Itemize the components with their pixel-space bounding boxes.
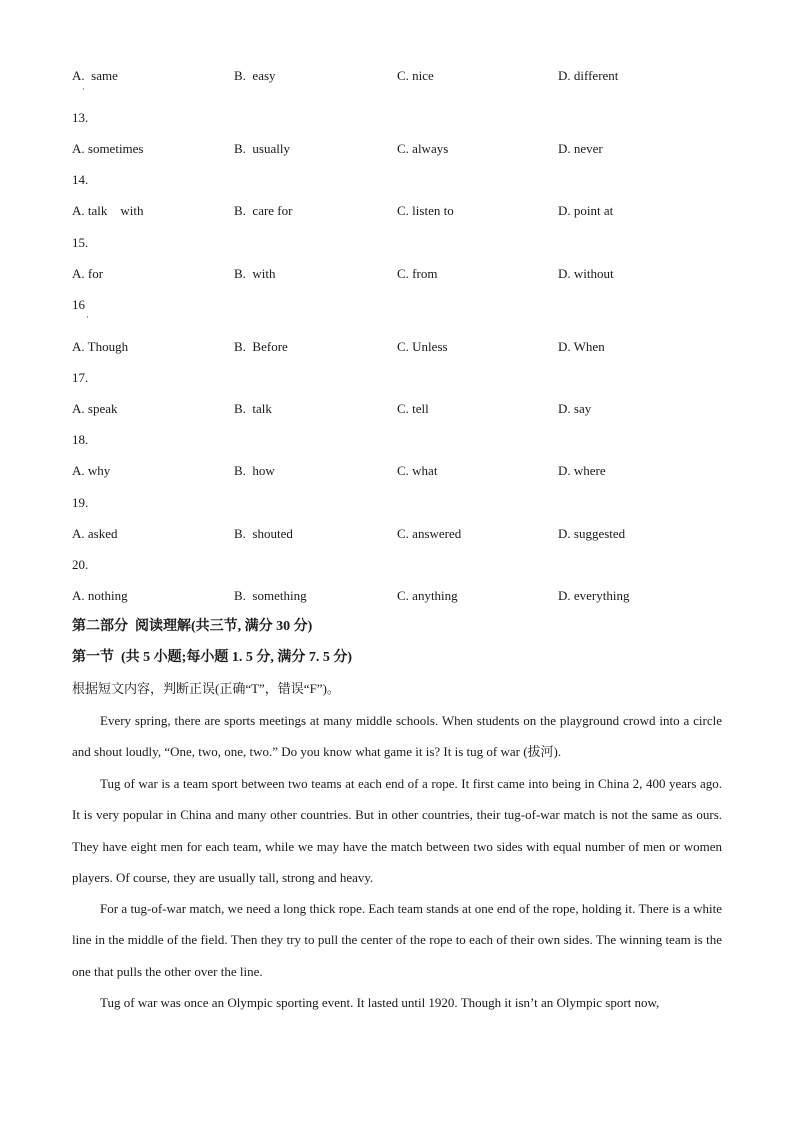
question-number-15: 15. xyxy=(72,235,89,250)
question-19-options xyxy=(72,524,722,544)
question-16-options xyxy=(72,337,722,357)
question-number-18: 18. xyxy=(72,432,89,447)
option-a: A. for xyxy=(72,266,104,281)
option-a: A. same xyxy=(72,68,118,83)
option-b: B. shouted xyxy=(234,526,293,541)
option-a: A. Though xyxy=(72,339,129,354)
option-d: D. different xyxy=(558,68,619,83)
stray-dot-mark: · xyxy=(82,84,85,94)
question-13-options xyxy=(72,139,722,159)
question-12-options xyxy=(72,66,722,86)
option-d: D. never xyxy=(558,141,603,156)
question-20-options xyxy=(72,586,722,606)
option-c: C. Unless xyxy=(397,339,448,354)
option-c: C. tell xyxy=(397,401,429,416)
option-a: A. talk with xyxy=(72,203,144,218)
option-b: B. care for xyxy=(234,203,293,218)
option-c: C. listen to xyxy=(397,203,454,218)
stray-dot-mark: · xyxy=(86,312,89,322)
option-c: C. from xyxy=(397,266,438,281)
passage-paragraph-2: Tug of war is a team sport between two teams at each end of a rope. It first came into being in China 2, 400 years ago. It is very popular in China and many other countries. But in other countries, their tug-of-war match is not the same as ours. They have eight men for each team, while we may have the match between two sides with equal number of men or women players. Of course, they are usually tall, strong and heavy. xyxy=(72,776,722,885)
option-c: C. answered xyxy=(397,526,462,541)
option-d: D. say xyxy=(558,401,592,416)
option-b: B. Before xyxy=(234,339,288,354)
passage-paragraph-1: Every spring, there are sports meetings at many middle schools. When students on the playground crowd into a circle and shout loudly, “One, two, one, two.” Do you know what game it is? It is tug of war (拔河). xyxy=(72,713,722,760)
option-b: B. talk xyxy=(234,401,272,416)
question-17-options xyxy=(72,399,722,419)
option-c: C. always xyxy=(397,141,449,156)
instruction-text: 根据短文内容，判断正误(正确“T”，错误“F”)。 xyxy=(72,681,340,696)
option-d: D. When xyxy=(558,339,605,354)
subsection-title: 第一节 (共 5 小题;每小题 1. 5 分, 满分 7. 5 分) xyxy=(72,650,352,665)
option-a: A. why xyxy=(72,463,111,478)
option-c: C. anything xyxy=(397,588,458,603)
part-title: 第二部分 阅读理解(共三节, 满分 30 分) xyxy=(72,619,313,634)
option-b: B. how xyxy=(234,463,275,478)
passage-paragraph-4: Tug of war was once an Olympic sporting event. It lasted until 1920. Though it isn’t an Olympic sport now, xyxy=(100,995,660,1010)
option-d: D. without xyxy=(558,266,614,281)
option-b: B. usually xyxy=(234,141,290,156)
question-number-17: 17. xyxy=(72,370,89,385)
question-14-options xyxy=(72,201,722,221)
question-15-options xyxy=(72,264,722,284)
question-number-20: 20. xyxy=(72,557,89,572)
question-number-14: 14. xyxy=(72,172,89,187)
question-number-16: 16 xyxy=(72,297,85,312)
option-b: B. something xyxy=(234,588,307,603)
option-b: B. easy xyxy=(234,68,276,83)
option-d: D. suggested xyxy=(558,526,626,541)
option-a: A. asked xyxy=(72,526,118,541)
passage-paragraph-3: For a tug-of-war match, we need a long thick rope. Each team stands at one end of the rope, holding it. There is a white line in the middle of the field. Then they try to pull the center of the rope to each of their own sides. The winning team is the one that pulls the other over the line. xyxy=(72,901,722,979)
option-d: D. everything xyxy=(558,588,630,603)
option-a: A. nothing xyxy=(72,588,128,603)
option-a: A. speak xyxy=(72,401,118,416)
option-b: B. with xyxy=(234,266,276,281)
option-d: D. point at xyxy=(558,203,614,218)
question-number-13: 13. xyxy=(72,110,89,125)
question-number-19: 19. xyxy=(72,495,89,510)
option-c: C. what xyxy=(397,463,438,478)
option-c: C. nice xyxy=(397,68,434,83)
option-a: A. sometimes xyxy=(72,141,144,156)
question-18-options xyxy=(72,461,722,481)
option-d: D. where xyxy=(558,463,606,478)
